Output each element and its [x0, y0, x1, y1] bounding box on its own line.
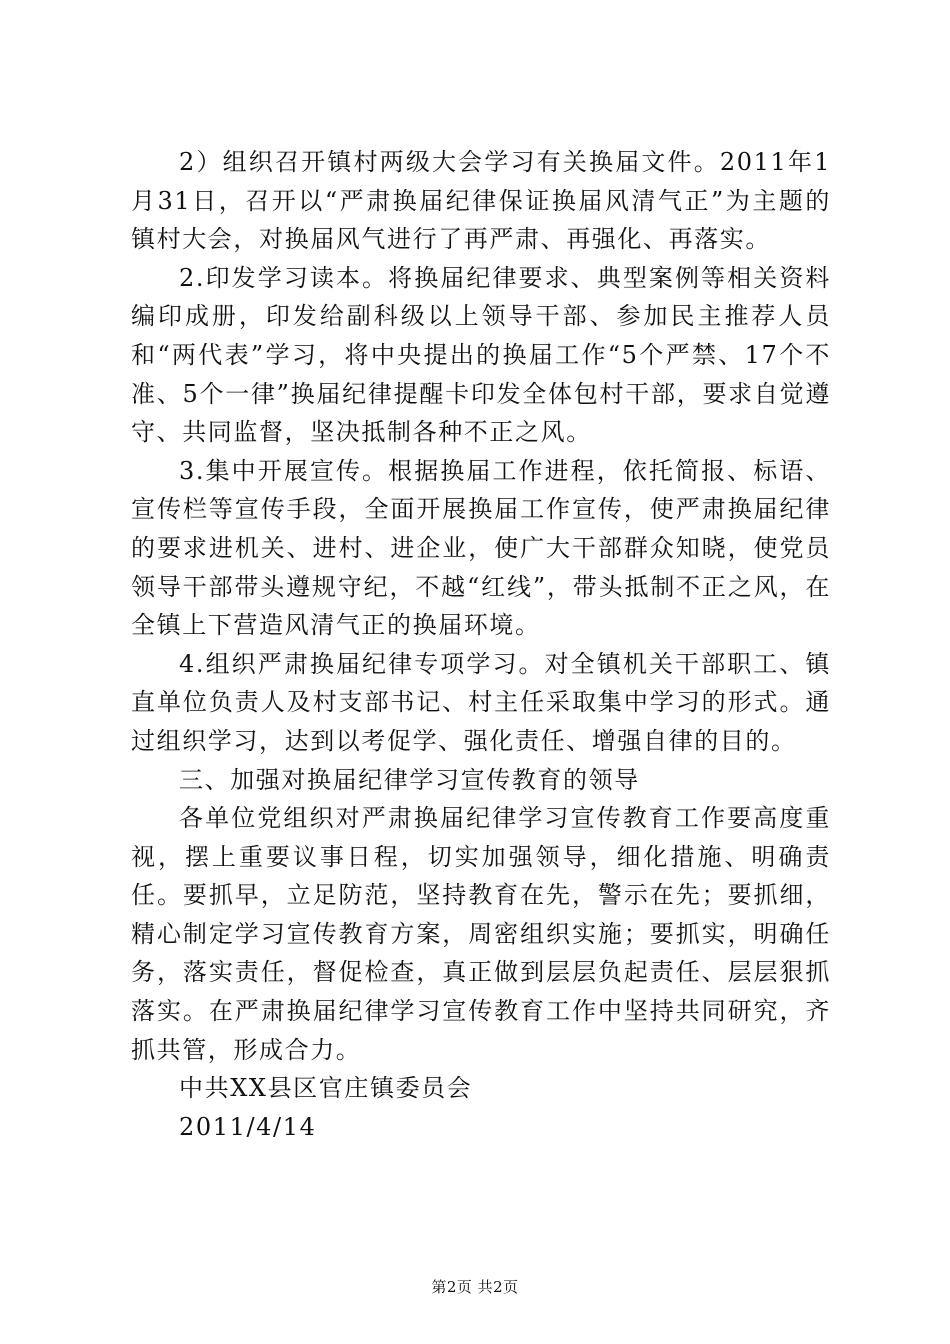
section-heading: 三、加强对换届纪律学习宣传教育的领导: [179, 765, 640, 794]
paragraph-2: 2.印发学习读本。将换届纪律要求、典型案例等相关资料编印成册，印发给副科级以上领导干部、参加民主推荐人员和“两代表”学习，将中央提出的换届工作“5个严禁、17个不准、5个一律”换届纪律提醒卡印发全体包村干部，要求自觉遵守、共同监督，坚决抵制各种不正之风。: [131, 263, 831, 447]
signature-date: 2011/4/14: [179, 1112, 317, 1141]
document-body: [131, 143, 831, 1146]
paragraph-5: 各单位党组织对严肃换届纪律学习宣传教育工作要高度重视，摆上重要议事日程，切实加强领导，细化措施、明确责任。要抓早，立足防范，坚持教育在先，警示在先；要抓细，精心制定学习宣传教育方案，周密组织实施；要抓实，明确任务，落实责任，督促检查，真正做到层层负起责任、层层狠抓落实。在严肃换届纪律学习宣传教育工作中坚持共同研究，齐抓共管，形成合力。: [131, 804, 831, 1064]
paragraph-3: 3.集中开展宣传。根据换届工作进程，依托简报、标语、宣传栏等宣传手段，全面开展换届工作宣传，使严肃换届纪律的要求进机关、进村、进企业，使广大干部群众知晓，使党员领导干部带头遵规守纪，不越“红线”，带头抵制不正之风，在全镇上下营造风清气正的换届环境。: [131, 456, 831, 640]
page-number-footer: 第2页 共2页: [431, 1278, 519, 1296]
paragraph-4: 4.组织严肃换届纪律专项学习。对全镇机关干部职工、镇直单位负责人及村支部书记、村主任采取集中学习的形式。通过组织学习，达到以考促学、强化责任、增强自律的目的。: [131, 649, 831, 755]
signature-organization: 中共XX县区官庄镇委员会: [179, 1074, 473, 1103]
paragraph-1: 2）组织召开镇村两级大会学习有关换届文件。2011年1月31日，召开以“严肃换届纪律保证换届风清气正”为主题的镇村大会，对换届风气进行了再严肃、再强化、再落实。: [131, 148, 831, 254]
